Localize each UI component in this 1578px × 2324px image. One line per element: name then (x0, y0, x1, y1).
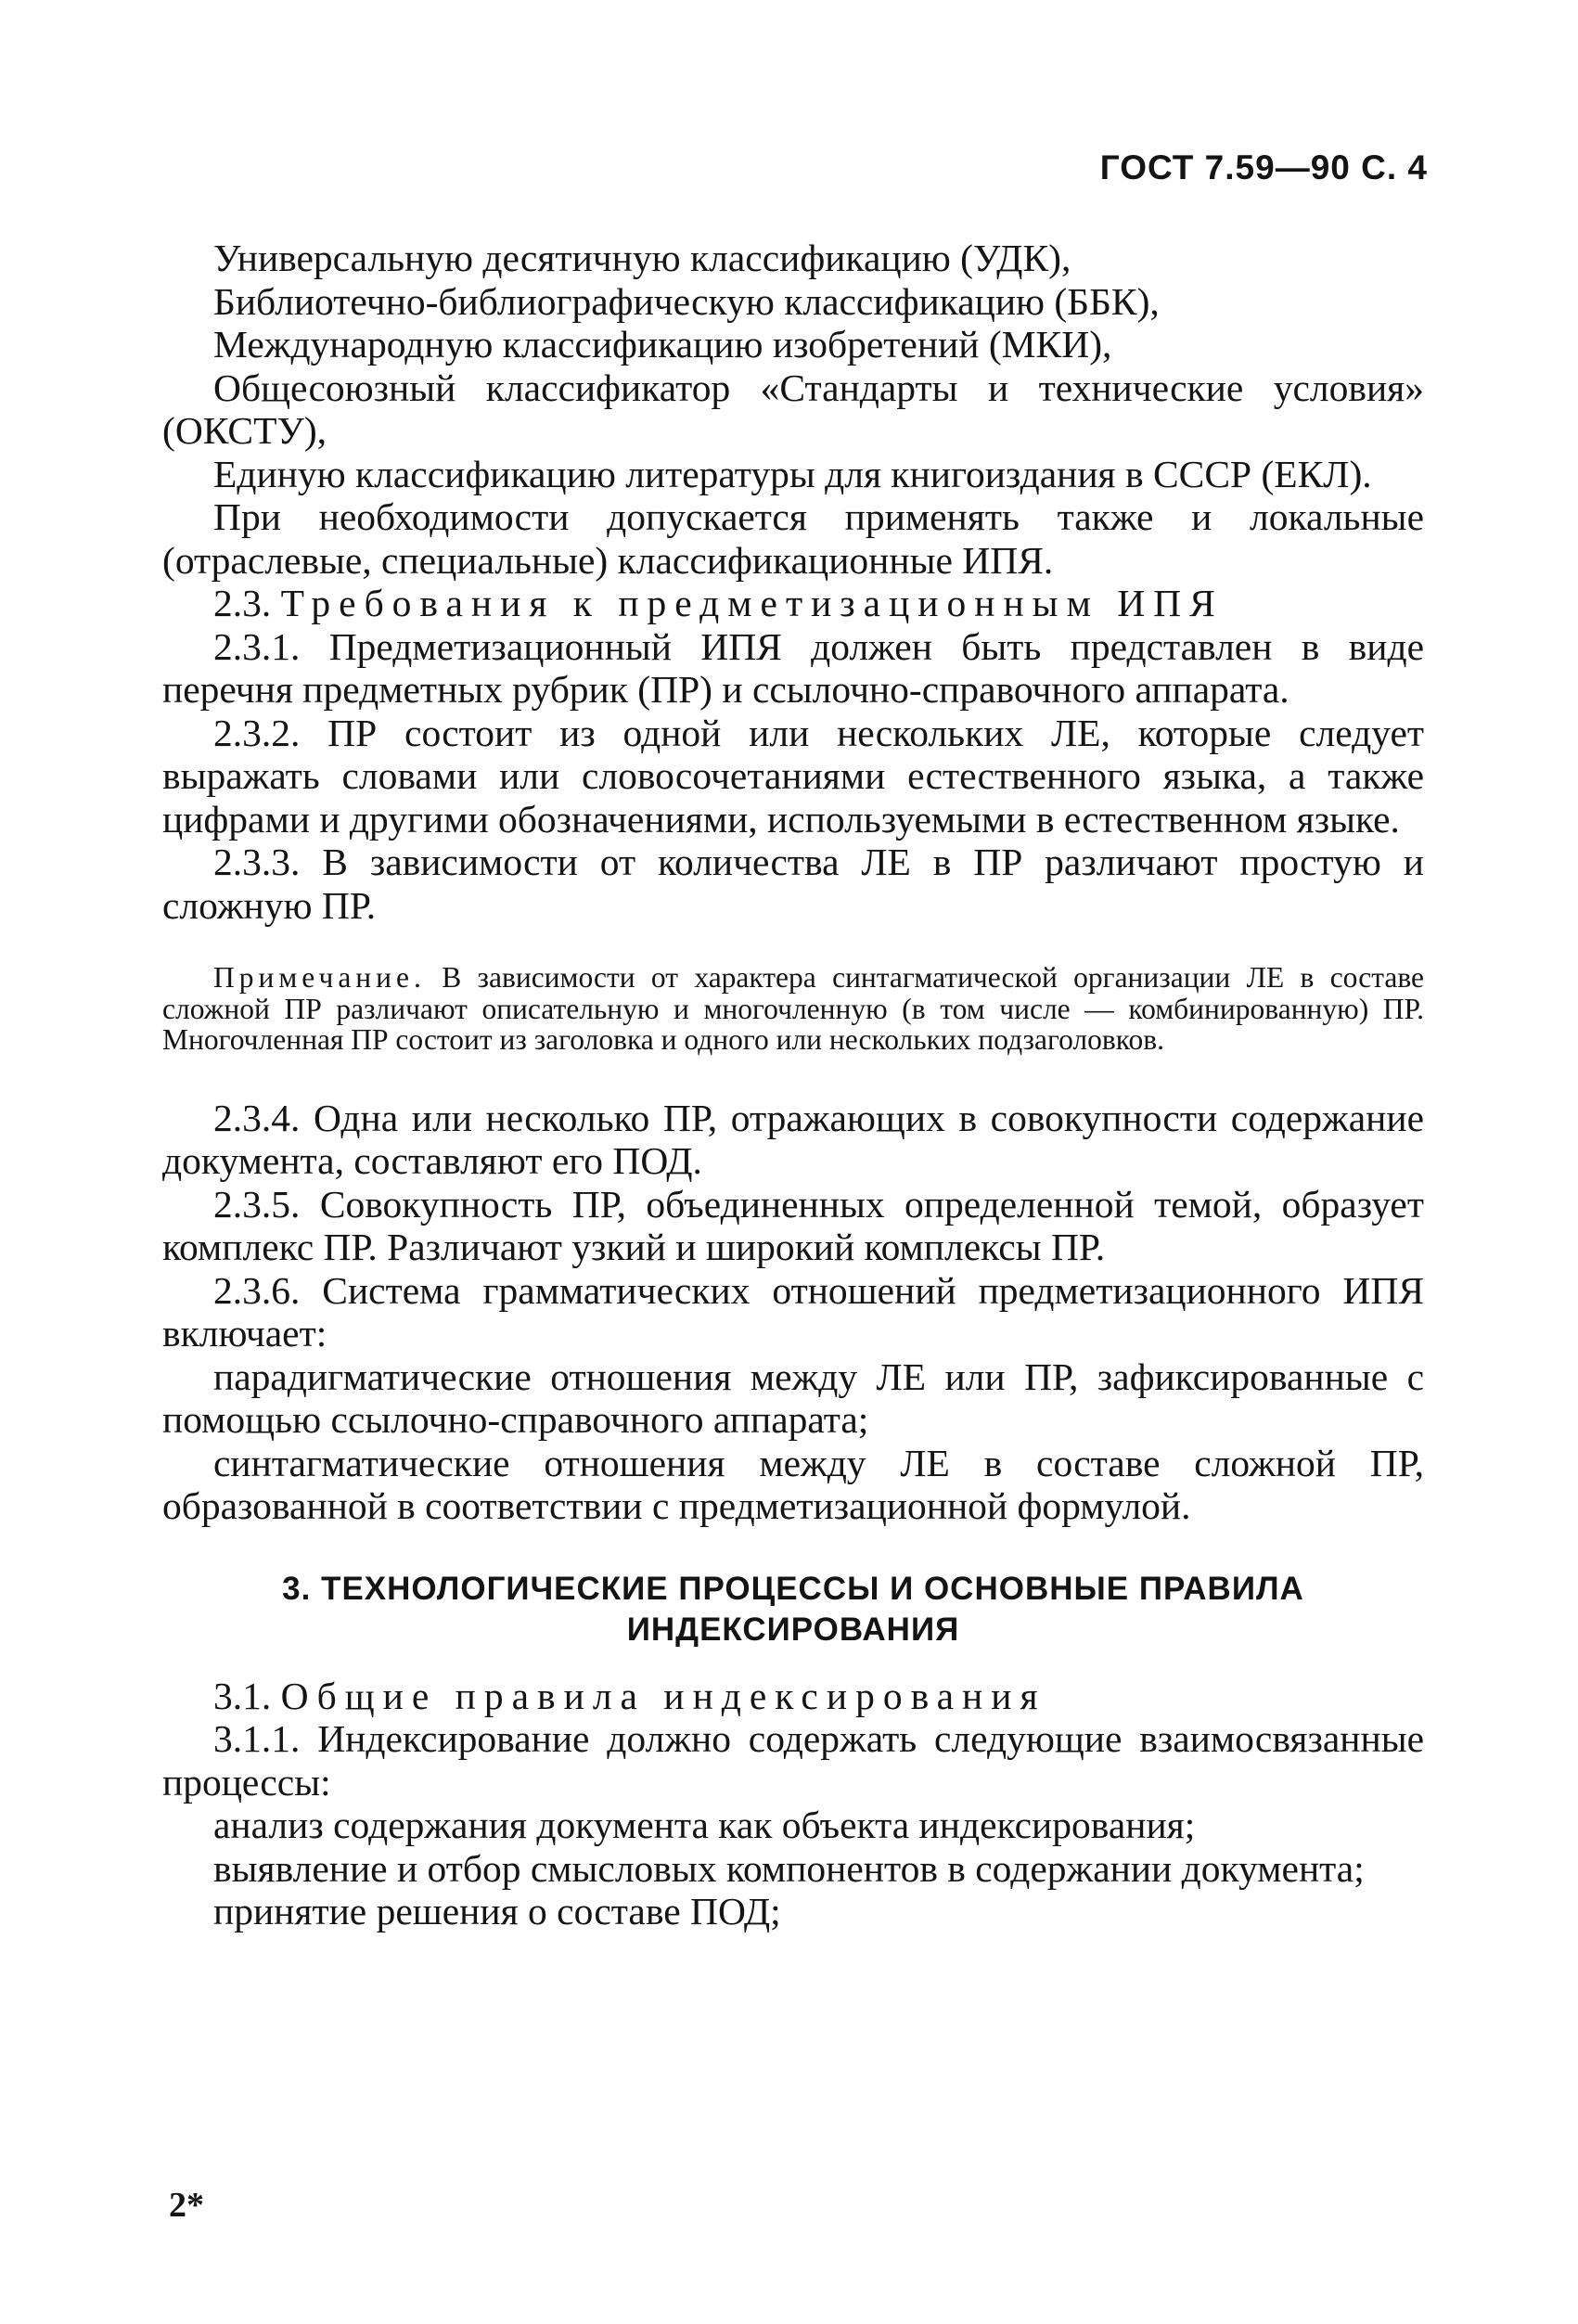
paragraph-2-3-1: 2.3.1. Предметизационный ИПЯ должен быть представлен в виде перечня предметных рубрик (ПР) и ссылочно-справочного аппарата. (162, 624, 1424, 711)
signature-mark: 2* (169, 2186, 204, 2225)
paragraph-2-3-3: 2.3.3. В зависимости от количества ЛЕ в ПР различают простую и сложную ПР. (162, 841, 1424, 927)
paragraph-2-3-6: 2.3.6. Система грамматических отношений предметизационного ИПЯ включает: (162, 1268, 1424, 1355)
list-item-udk: Универсальную десятичную классификацию (УДК), (213, 237, 1071, 279)
section-title-line-1: 3. ТЕХНОЛОГИЧЕСКИЕ ПРОЦЕССЫ И ОСНОВНЫЕ ПРАВИЛА (282, 1570, 1304, 1607)
paragraph-2-3-5: 2.3.5. Совокупность ПР, объединенных определенной темой, образует комплекс ПР. Различают узкий и широкий комплексы ПР. (162, 1182, 1424, 1268)
paragraph-2-3-2: 2.3.2. ПР состоит из одной или нескольких ЛЕ, которые следует выражать словами или словосочетаниями естественного языка, а также цифрами и другими обозначениями, используемыми в естественном языке. (162, 711, 1424, 841)
note-block (162, 962, 1424, 1056)
list-item-mki: Международную классификацию изобретений (МКИ), (213, 323, 1112, 366)
list-item-okstu: Общесоюзный классификатор «Стандарты и технические условия» (ОКСТУ), (162, 366, 1424, 452)
paragraph-3-1-1: 3.1.1. Индексирование должно содержать следующие взаимосвязанные процессы: (162, 1717, 1424, 1804)
page-header: ГОСТ 7.59—90 С. 4 (1099, 148, 1428, 186)
section-title-line-2: ИНДЕКСИРОВАНИЯ (626, 1611, 960, 1648)
subsection-title: Общие правила индексирования (280, 1674, 1046, 1717)
note-label: Примечание. (213, 961, 426, 994)
subsection-heading-3-1 (162, 1675, 1424, 1718)
list-item-analysis: анализ содержания документа как объекта индексирования; (213, 1804, 1196, 1846)
list-item-decision: принятие решения о составе ПОД; (213, 1890, 781, 1932)
list-item-ekl: Единую классификацию литературы для книгоиздания в СССР (ЕКЛ). (213, 452, 1372, 495)
paragraph-syntagmatic: синтагматические отношения между ЛЕ в составе сложной ПР, образованной в соответствии с предметизационной формулой. (162, 1441, 1424, 1527)
note-text: В зависимости от характера синтагматической организации ЛЕ в составе сложной ПР различают описательную и многочленную (в том числе — комбинированную) ПР. Многочленная ПР состоит из заголовка и одного или нескольких подзаголовков. (162, 961, 1424, 1056)
body-text (162, 237, 1424, 1933)
section-heading-3 (162, 1569, 1424, 1650)
paragraph-local-ipya: При необходимости допускается применять также и локальные (отраслевые, специальные) классификационные ИПЯ. (162, 495, 1424, 582)
paragraph-2-3-4: 2.3.4. Одна или несколько ПР, отражающих в совокупности содержание документа, составляют его ПОД. (162, 1096, 1424, 1182)
subsection-number: 3.1. (213, 1674, 272, 1717)
subsection-title: Требования к предметизационным ИПЯ (280, 582, 1224, 624)
subsection-heading-2-3 (162, 582, 1424, 625)
list-item-bbk: Библиотечно-библиографическую классификацию (ББК), (213, 279, 1160, 323)
subsection-number: 2.3. (213, 582, 272, 624)
paragraph-paradigmatic: парадигматические отношения между ЛЕ или ПР, зафиксированные с помощью ссылочно-справочного аппарата; (162, 1355, 1424, 1441)
list-item-selection: выявление и отбор смысловых компонентов в содержании документа; (213, 1846, 1365, 1890)
